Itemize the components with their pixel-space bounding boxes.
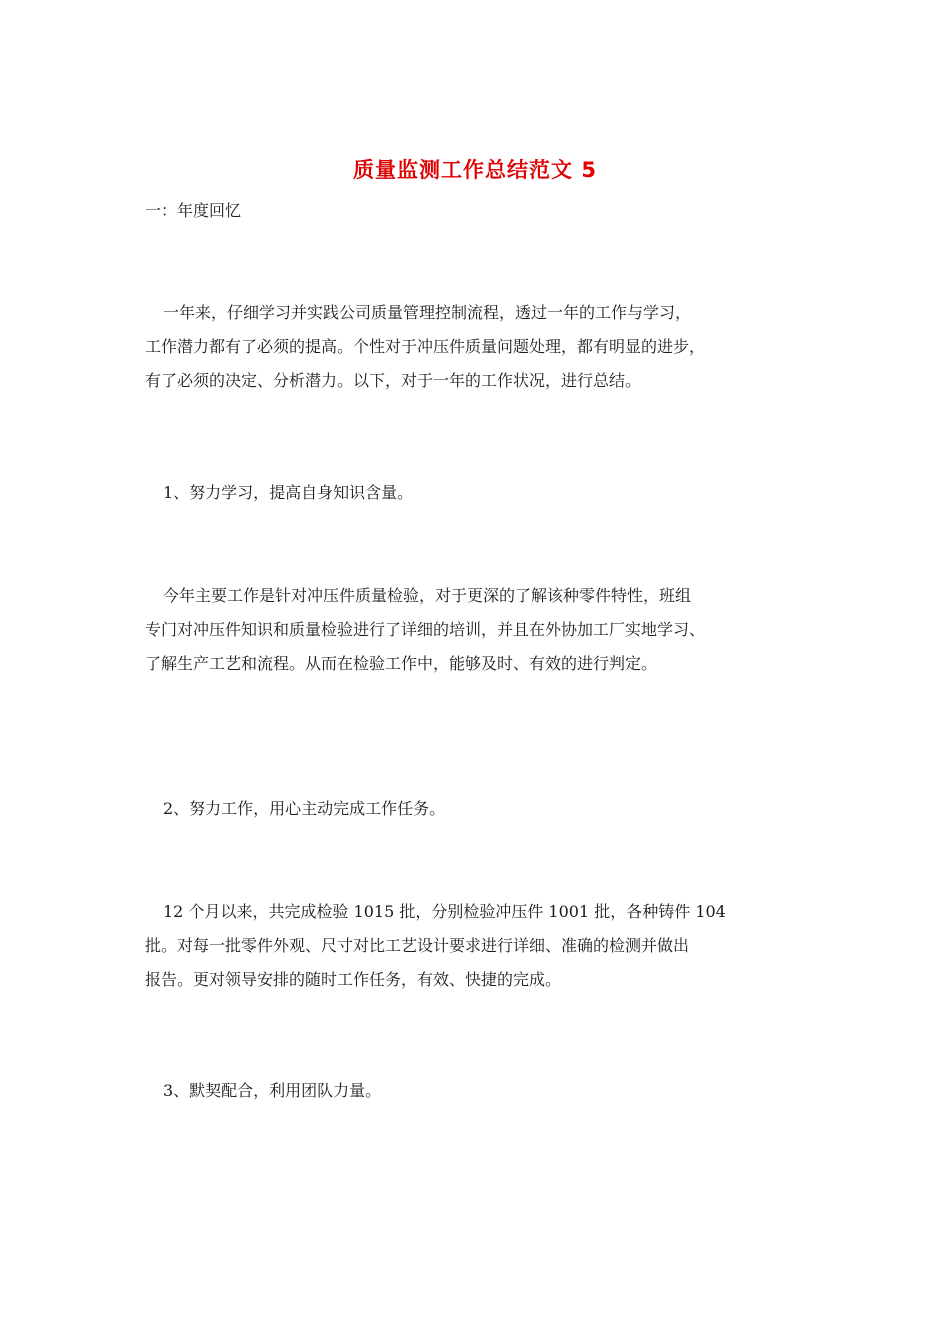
item3-heading: 3、默契配合，利用团队力量。	[163, 1081, 382, 1100]
intro-line: 有了必须的决定、分析潜力。以下，对于一年的工作状况，进行总结。	[145, 371, 642, 390]
item2-line: 批。对每一批零件外观、尺寸对比工艺设计要求进行详细、准确的检测并做出	[145, 936, 690, 955]
item1-paragraph	[145, 579, 805, 681]
item2-paragraph	[145, 895, 805, 997]
item1-line: 今年主要工作是针对冲压件质量检验，对于更深的了解该种零件特性，班组	[163, 586, 692, 605]
section-heading: 一：年度回忆	[145, 201, 242, 220]
item2-heading: 2、努力工作，用心主动完成工作任务。	[163, 799, 446, 818]
intro-paragraph	[145, 296, 805, 398]
item2-line: 12 个月以来，共完成检验 1015 批，分别检验冲压件 1001 批，各种铸件 104	[163, 902, 726, 921]
item1-line: 专门对冲压件知识和质量检验进行了详细的培训，并且在外协加工厂实地学习、	[145, 620, 706, 639]
item2-line: 报告。更对领导安排的随时工作任务，有效、快捷的完成。	[145, 970, 562, 989]
intro-line: 工作潜力都有了必须的提高。个性对于冲压件质量问题处理，都有明显的进步，	[145, 337, 706, 356]
item1-heading: 1、努力学习，提高自身知识含量。	[163, 483, 414, 502]
item1-line: 了解生产工艺和流程。从而在检验工作中，能够及时、有效的进行判定。	[145, 654, 658, 673]
document-title: 质量监测工作总结范文 5	[353, 158, 597, 182]
intro-line: 一年来，仔细学习并实践公司质量管理控制流程，透过一年的工作与学习，	[163, 303, 692, 322]
